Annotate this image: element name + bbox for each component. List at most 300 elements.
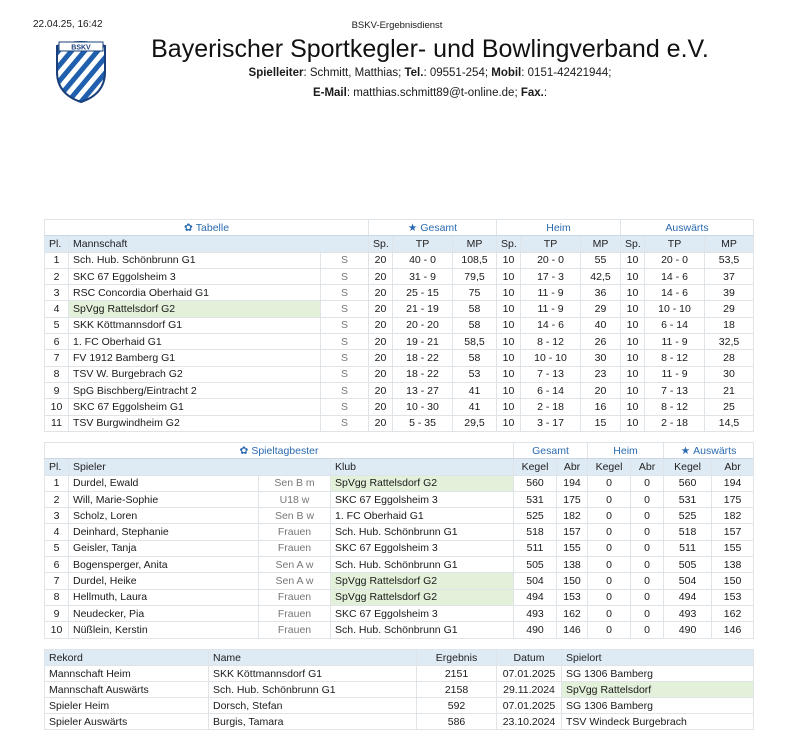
heim-mp: 55 (581, 252, 621, 268)
heim-kegel: 0 (588, 475, 631, 491)
auswaerts-tp: 7 - 13 (645, 382, 705, 398)
player-row (45, 573, 754, 589)
heim-kegel: 0 (588, 573, 631, 589)
status-cell: S (321, 350, 369, 366)
col-h-kegel: Kegel (588, 459, 631, 475)
record-holder: Sch. Hub. Schönbrunn G1 (209, 682, 417, 698)
heim-sp: 10 (497, 301, 521, 317)
player-name: Geisler, Tanja (69, 540, 259, 556)
tel-label: Tel. (404, 67, 424, 79)
gesamt-sp: 20 (369, 382, 393, 398)
record-holder: SKK Köttmannsdorf G1 (209, 666, 417, 682)
heim-kegel: 0 (588, 540, 631, 556)
player-row (45, 508, 754, 524)
gesamt-abr: 157 (557, 524, 588, 540)
gesamt-kegel: 504 (514, 573, 557, 589)
auswaerts-kegel: 494 (664, 589, 712, 605)
record-venue: TSV Windeck Burgebrach (562, 714, 754, 730)
rank-cell: 7 (45, 573, 69, 589)
group-heim: Heim (588, 443, 664, 459)
rank-cell: 2 (45, 268, 69, 284)
heim-mp: 42,5 (581, 268, 621, 284)
gesamt-tp: 20 - 20 (393, 317, 453, 333)
auswaerts-kegel: 525 (664, 508, 712, 524)
player-club: SpVgg Rattelsdorf G2 (331, 475, 514, 491)
gesamt-abr: 146 (557, 622, 588, 638)
record-holder: Dorsch, Stefan (209, 698, 417, 714)
gesamt-sp: 20 (369, 334, 393, 350)
rank-cell: 7 (45, 350, 69, 366)
gesamt-sp: 20 (369, 399, 393, 415)
record-result: 592 (417, 698, 497, 714)
heim-abr: 0 (631, 589, 664, 605)
email-link[interactable]: matthias.schmitt89@t-online.de (353, 87, 515, 99)
player-class: Frauen (259, 622, 331, 638)
auswaerts-sp: 10 (621, 399, 645, 415)
heim-sp: 10 (497, 366, 521, 382)
player-class: Frauen (259, 524, 331, 540)
fax-label: Fax. (520, 87, 544, 99)
heim-abr: 0 (631, 540, 664, 556)
gesamt-kegel: 494 (514, 589, 557, 605)
auswaerts-kegel: 560 (664, 475, 712, 491)
auswaerts-kegel: 518 (664, 524, 712, 540)
heim-sp: 10 (497, 268, 521, 284)
heim-sp: 10 (497, 399, 521, 415)
col-pl: Pl. (45, 236, 69, 252)
heim-tp: 11 - 9 (521, 301, 581, 317)
gesamt-kegel: 560 (514, 475, 557, 491)
auswaerts-sp: 10 (621, 268, 645, 284)
gesamt-sp: 20 (369, 285, 393, 301)
col-a-tp: TP (645, 236, 705, 252)
mobil-label: Mobil (491, 67, 522, 79)
gesamt-abr: 150 (557, 573, 588, 589)
gesamt-mp: 58 (453, 317, 497, 333)
heim-abr: 0 (631, 573, 664, 589)
heim-mp: 20 (581, 382, 621, 398)
auswaerts-mp: 29 (705, 301, 754, 317)
status-cell: S (321, 301, 369, 317)
rank-cell: 5 (45, 317, 69, 333)
auswaerts-sp: 10 (621, 252, 645, 268)
heim-tp: 8 - 12 (521, 334, 581, 350)
mobil-value: 0151-42421944 (527, 67, 609, 79)
record-date: 23.10.2024 (497, 714, 562, 730)
auswaerts-sp: 10 (621, 415, 645, 431)
player-row (45, 605, 754, 621)
player-class: Sen A w (259, 557, 331, 573)
rank-cell: 10 (45, 399, 69, 415)
auswaerts-kegel: 511 (664, 540, 712, 556)
record-row (45, 698, 754, 714)
col-h-sp: Sp. (497, 236, 521, 252)
rank-cell: 6 (45, 334, 69, 350)
gesamt-abr: 194 (557, 475, 588, 491)
auswaerts-mp: 28 (705, 350, 754, 366)
record-result: 2158 (417, 682, 497, 698)
gesamt-tp: 13 - 27 (393, 382, 453, 398)
heim-sp: 10 (497, 350, 521, 366)
heim-sp: 10 (497, 317, 521, 333)
gesamt-tp: 31 - 9 (393, 268, 453, 284)
rank-cell: 11 (45, 415, 69, 431)
player-name: Durdel, Heike (69, 573, 259, 589)
record-result: 586 (417, 714, 497, 730)
record-row (45, 682, 754, 698)
group-spieltagbester: ✿ Spieltagbester (45, 443, 514, 459)
star-icon: ★ (407, 221, 418, 234)
record-type: Spieler Auswärts (45, 714, 209, 730)
players-group-header (45, 443, 754, 459)
team-name: TSV W. Burgebrach G2 (69, 366, 321, 382)
auswaerts-mp: 53,5 (705, 252, 754, 268)
col-a-abr: Abr (712, 459, 754, 475)
status-cell: S (321, 268, 369, 284)
rank-cell: 9 (45, 605, 69, 621)
auswaerts-abr: 138 (712, 557, 754, 573)
team-name: SpVgg Rattelsdorf G2 (69, 301, 321, 317)
team-name: TSV Burgwindheim G2 (69, 415, 321, 431)
group-heim: Heim (497, 220, 621, 236)
auswaerts-mp: 18 (705, 317, 754, 333)
heim-tp: 17 - 3 (521, 268, 581, 284)
gesamt-mp: 58,5 (453, 334, 497, 350)
auswaerts-tp: 8 - 12 (645, 350, 705, 366)
auswaerts-kegel: 490 (664, 622, 712, 638)
gesamt-abr: 155 (557, 540, 588, 556)
auswaerts-kegel: 493 (664, 605, 712, 621)
status-cell: S (321, 252, 369, 268)
best-players-table (44, 442, 754, 639)
gear-icon: ✿ (183, 221, 193, 234)
timestamp: 22.04.25, 16:42 (33, 19, 103, 30)
auswaerts-abr: 157 (712, 524, 754, 540)
status-cell: S (321, 399, 369, 415)
heim-sp: 10 (497, 382, 521, 398)
rank-cell: 4 (45, 301, 69, 317)
heim-tp: 20 - 0 (521, 252, 581, 268)
record-venue: SG 1306 Bamberg (562, 666, 754, 682)
gesamt-abr: 153 (557, 589, 588, 605)
heim-tp: 14 - 6 (521, 317, 581, 333)
gesamt-abr: 182 (557, 508, 588, 524)
heim-tp: 7 - 13 (521, 366, 581, 382)
player-club: SKC 67 Eggolsheim 3 (331, 540, 514, 556)
heim-abr: 0 (631, 491, 664, 507)
service-name: BSKV-Ergebnisdienst (351, 20, 443, 31)
gesamt-abr: 175 (557, 491, 588, 507)
auswaerts-sp: 10 (621, 366, 645, 382)
svg-text:BSKV: BSKV (71, 44, 91, 52)
heim-kegel: 0 (588, 508, 631, 524)
heim-tp: 3 - 17 (521, 415, 581, 431)
col-spielort: Spielort (562, 650, 754, 666)
heim-mp: 16 (581, 399, 621, 415)
status-cell: S (321, 382, 369, 398)
auswaerts-abr: 150 (712, 573, 754, 589)
auswaerts-sp: 10 (621, 334, 645, 350)
standings-row (45, 317, 754, 333)
gesamt-tp: 18 - 22 (393, 366, 453, 382)
auswaerts-abr: 182 (712, 508, 754, 524)
leader-label: Spielleiter (248, 67, 304, 79)
gesamt-mp: 58 (453, 301, 497, 317)
gesamt-tp: 25 - 15 (393, 285, 453, 301)
rank-cell: 8 (45, 366, 69, 382)
player-class: Sen B m (259, 475, 331, 491)
status-cell: S (321, 285, 369, 301)
heim-sp: 10 (497, 285, 521, 301)
team-name: SKC 67 Eggolsheim 3 (69, 268, 321, 284)
col-pl: Pl. (45, 459, 69, 475)
auswaerts-mp: 32,5 (705, 334, 754, 350)
gesamt-abr: 138 (557, 557, 588, 573)
auswaerts-tp: 10 - 10 (645, 301, 705, 317)
auswaerts-tp: 11 - 9 (645, 334, 705, 350)
heim-tp: 10 - 10 (521, 350, 581, 366)
heim-abr: 0 (631, 605, 664, 621)
col-h-tp: TP (521, 236, 581, 252)
auswaerts-abr: 162 (712, 605, 754, 621)
group-auswaerts: Auswärts (621, 220, 754, 236)
heim-tp: 11 - 9 (521, 285, 581, 301)
standings-column-header (45, 236, 754, 252)
auswaerts-abr: 146 (712, 622, 754, 638)
auswaerts-mp: 37 (705, 268, 754, 284)
player-row (45, 589, 754, 605)
heim-tp: 2 - 18 (521, 399, 581, 415)
rank-cell: 1 (45, 252, 69, 268)
record-row (45, 714, 754, 730)
heim-kegel: 0 (588, 491, 631, 507)
contact-line-1: Spielleiter: Schmitt, Matthias; Tel.: 09551-254; Mobil: 0151-42421944; (248, 67, 612, 79)
gesamt-sp: 20 (369, 252, 393, 268)
standings-row (45, 350, 754, 366)
email-label: E-Mail (312, 87, 347, 99)
col-ergebnis: Ergebnis (417, 650, 497, 666)
auswaerts-abr: 194 (712, 475, 754, 491)
col-name: Name (209, 650, 417, 666)
standings-row (45, 399, 754, 415)
heim-tp: 6 - 14 (521, 382, 581, 398)
player-club: Sch. Hub. Schönbrunn G1 (331, 557, 514, 573)
player-club: SpVgg Rattelsdorf G2 (331, 573, 514, 589)
record-type: Spieler Heim (45, 698, 209, 714)
col-mannschaft: Mannschaft (69, 236, 369, 252)
col-g-abr: Abr (557, 459, 588, 475)
rank-cell: 8 (45, 589, 69, 605)
player-class: Sen B w (259, 508, 331, 524)
auswaerts-mp: 21 (705, 382, 754, 398)
gesamt-sp: 20 (369, 366, 393, 382)
team-name: SKC 67 Eggolsheim G1 (69, 399, 321, 415)
player-name: Will, Marie-Sophie (69, 491, 259, 507)
heim-mp: 36 (581, 285, 621, 301)
auswaerts-abr: 153 (712, 589, 754, 605)
gesamt-mp: 53 (453, 366, 497, 382)
auswaerts-mp: 30 (705, 366, 754, 382)
gesamt-kegel: 525 (514, 508, 557, 524)
gesamt-sp: 20 (369, 268, 393, 284)
player-class: Frauen (259, 589, 331, 605)
gesamt-mp: 79,5 (453, 268, 497, 284)
rank-cell: 10 (45, 622, 69, 638)
rank-cell: 9 (45, 382, 69, 398)
gesamt-kegel: 518 (514, 524, 557, 540)
gesamt-mp: 58 (453, 350, 497, 366)
col-datum: Datum (497, 650, 562, 666)
records-column-header (45, 650, 754, 666)
status-cell: S (321, 317, 369, 333)
heim-sp: 10 (497, 334, 521, 350)
auswaerts-kegel: 505 (664, 557, 712, 573)
player-club: SKC 67 Eggolsheim 3 (331, 605, 514, 621)
col-g-kegel: Kegel (514, 459, 557, 475)
heim-abr: 0 (631, 524, 664, 540)
gesamt-kegel: 505 (514, 557, 557, 573)
player-club: SpVgg Rattelsdorf G2 (331, 589, 514, 605)
record-venue: SpVgg Rattelsdorf (562, 682, 754, 698)
tel-value: 09551-254 (429, 67, 485, 79)
record-venue: SG 1306 Bamberg (562, 698, 754, 714)
auswaerts-sp: 10 (621, 350, 645, 366)
auswaerts-mp: 39 (705, 285, 754, 301)
heim-sp: 10 (497, 415, 521, 431)
heim-mp: 40 (581, 317, 621, 333)
auswaerts-tp: 20 - 0 (645, 252, 705, 268)
gesamt-kegel: 490 (514, 622, 557, 638)
gesamt-kegel: 493 (514, 605, 557, 621)
standings-row (45, 334, 754, 350)
rank-cell: 1 (45, 475, 69, 491)
team-name: FV 1912 Bamberg G1 (69, 350, 321, 366)
heim-abr: 0 (631, 475, 664, 491)
rank-cell: 6 (45, 557, 69, 573)
status-cell: S (321, 415, 369, 431)
auswaerts-tp: 14 - 6 (645, 268, 705, 284)
player-club: Sch. Hub. Schönbrunn G1 (331, 524, 514, 540)
team-name: 1. FC Oberhaid G1 (69, 334, 321, 350)
gesamt-tp: 21 - 19 (393, 301, 453, 317)
standings-table (44, 219, 754, 432)
col-a-sp: Sp. (621, 236, 645, 252)
col-a-mp: MP (705, 236, 754, 252)
gesamt-kegel: 531 (514, 491, 557, 507)
heim-abr: 0 (631, 622, 664, 638)
rank-cell: 2 (45, 491, 69, 507)
player-name: Nüßlein, Kerstin (69, 622, 259, 638)
auswaerts-tp: 11 - 9 (645, 366, 705, 382)
record-date: 29.11.2024 (497, 682, 562, 698)
heim-kegel: 0 (588, 524, 631, 540)
auswaerts-abr: 155 (712, 540, 754, 556)
team-name: RSC Concordia Oberhaid G1 (69, 285, 321, 301)
gesamt-tp: 40 - 0 (393, 252, 453, 268)
player-row (45, 491, 754, 507)
gesamt-sp: 20 (369, 317, 393, 333)
gesamt-sp: 20 (369, 301, 393, 317)
player-class: Sen A w (259, 573, 331, 589)
status-cell: S (321, 334, 369, 350)
heim-kegel: 0 (588, 589, 631, 605)
gesamt-sp: 20 (369, 415, 393, 431)
col-klub: Klub (331, 459, 514, 475)
contact-line-2: E-Mail: matthias.schmitt89@t-online.de; Fax.: (312, 87, 548, 99)
col-g-sp: Sp. (369, 236, 393, 252)
player-club: 1. FC Oberhaid G1 (331, 508, 514, 524)
rank-cell: 4 (45, 524, 69, 540)
standings-row (45, 415, 754, 431)
gesamt-tp: 19 - 21 (393, 334, 453, 350)
auswaerts-tp: 8 - 12 (645, 399, 705, 415)
heim-kegel: 0 (588, 557, 631, 573)
gesamt-kegel: 511 (514, 540, 557, 556)
auswaerts-sp: 10 (621, 317, 645, 333)
heim-kegel: 0 (588, 605, 631, 621)
player-row (45, 622, 754, 638)
team-name: Sch. Hub. Schönbrunn G1 (69, 252, 321, 268)
player-row (45, 557, 754, 573)
status-cell: S (321, 366, 369, 382)
auswaerts-mp: 14,5 (705, 415, 754, 431)
auswaerts-kegel: 531 (664, 491, 712, 507)
auswaerts-sp: 10 (621, 301, 645, 317)
heim-kegel: 0 (588, 622, 631, 638)
col-spieler: Spieler (69, 459, 331, 475)
col-g-mp: MP (453, 236, 497, 252)
standings-row (45, 301, 754, 317)
gear-icon: ✿ (239, 444, 249, 457)
gesamt-mp: 108,5 (453, 252, 497, 268)
player-row (45, 540, 754, 556)
gesamt-tp: 5 - 35 (393, 415, 453, 431)
group-gesamt: Gesamt (514, 443, 588, 459)
standings-row (45, 285, 754, 301)
heim-mp: 23 (581, 366, 621, 382)
player-class: U18 w (259, 491, 331, 507)
record-type: Mannschaft Auswärts (45, 682, 209, 698)
col-rekord: Rekord (45, 650, 209, 666)
rank-cell: 5 (45, 540, 69, 556)
group-auswaerts: ★ Auswärts (664, 443, 754, 459)
record-row (45, 666, 754, 682)
heim-mp: 30 (581, 350, 621, 366)
player-name: Durdel, Ewald (69, 475, 259, 491)
player-name: Hellmuth, Laura (69, 589, 259, 605)
player-name: Deinhard, Stephanie (69, 524, 259, 540)
auswaerts-tp: 2 - 18 (645, 415, 705, 431)
heim-abr: 0 (631, 508, 664, 524)
page-title: Bayerischer Sportkegler- und Bowlingverband e.V. (151, 35, 709, 63)
gesamt-sp: 20 (369, 350, 393, 366)
col-g-tp: TP (393, 236, 453, 252)
player-name: Neudecker, Pia (69, 605, 259, 621)
group-tabelle: ✿ Tabelle (45, 220, 369, 236)
player-club: SKC 67 Eggolsheim 3 (331, 491, 514, 507)
player-name: Bogensperger, Anita (69, 557, 259, 573)
rank-cell: 3 (45, 508, 69, 524)
player-class: Frauen (259, 540, 331, 556)
record-result: 2151 (417, 666, 497, 682)
star-icon: ★ (680, 444, 691, 457)
auswaerts-sp: 10 (621, 285, 645, 301)
auswaerts-sp: 10 (621, 382, 645, 398)
player-row (45, 524, 754, 540)
col-a-kegel: Kegel (664, 459, 712, 475)
col-h-mp: MP (581, 236, 621, 252)
player-row (45, 475, 754, 491)
